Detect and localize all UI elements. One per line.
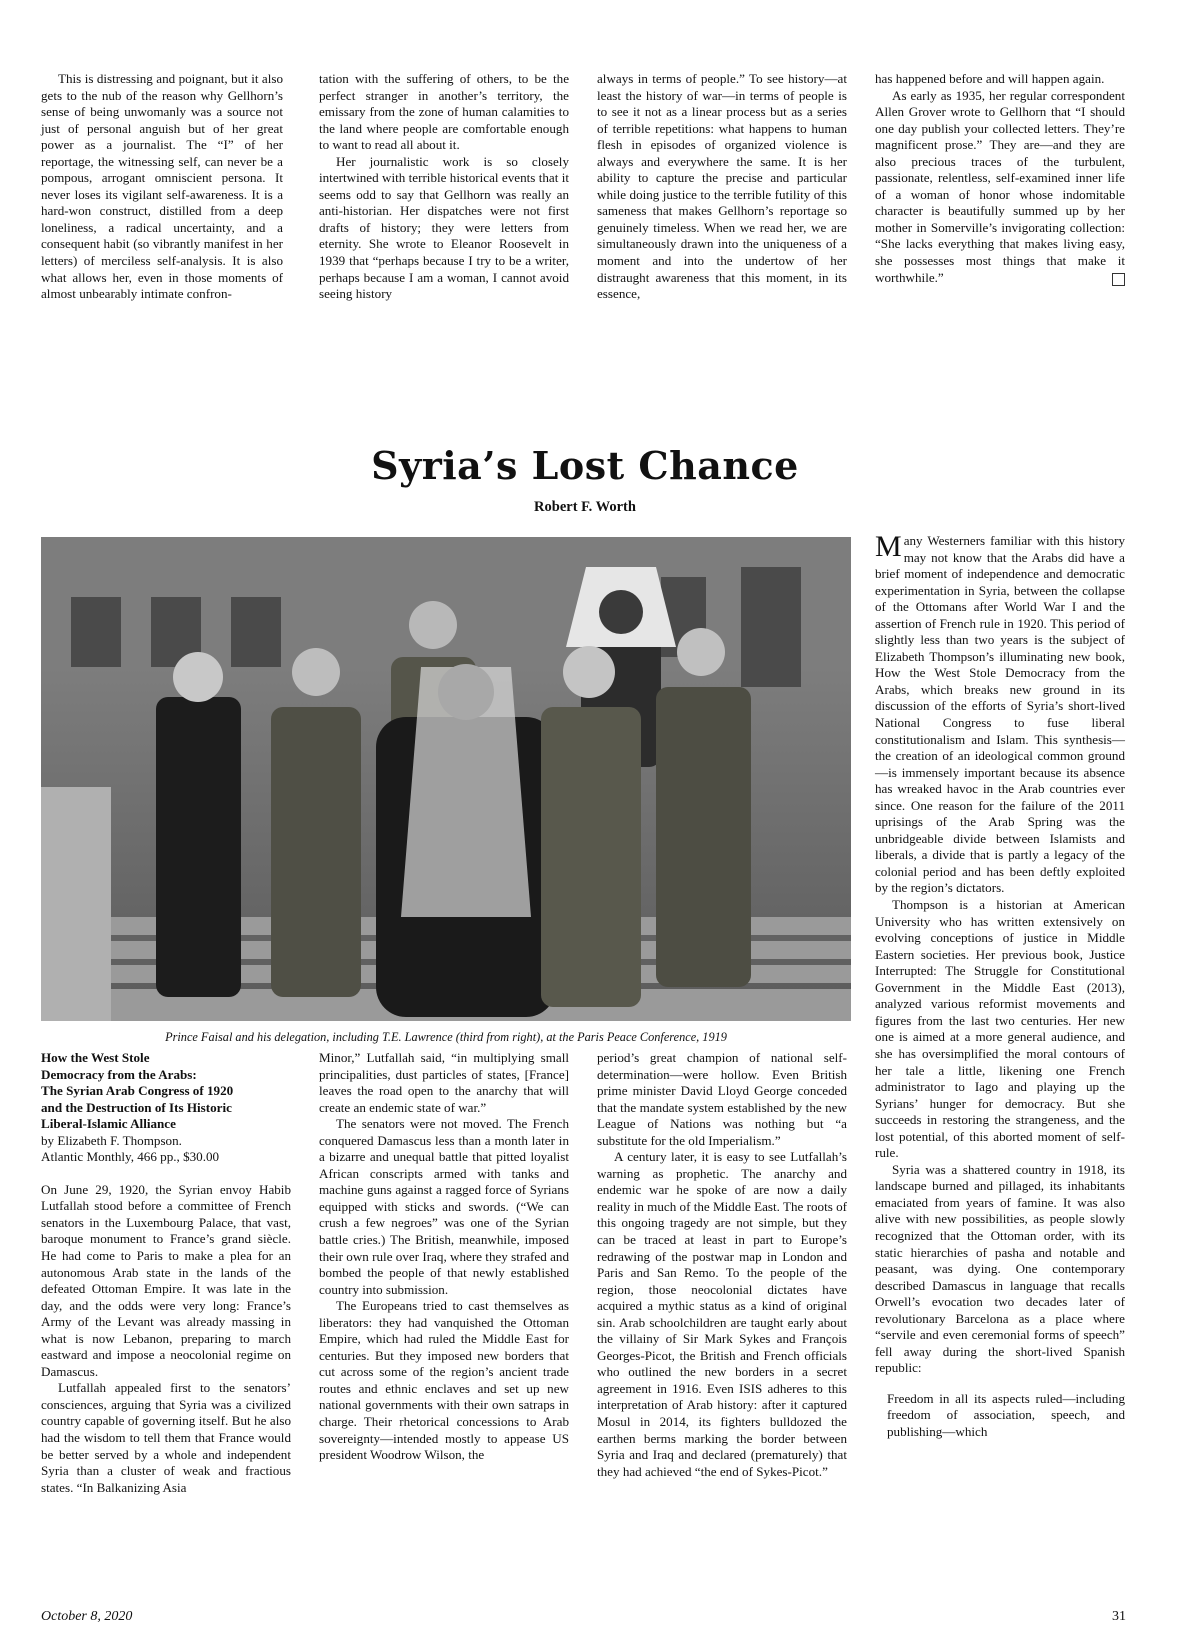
book-title-line: How the West Stole — [41, 1050, 150, 1065]
paragraph: period’s great champion of national self-determination—were hollow. Even British prime minister David Lloyd George conceded that the mandate system established by the new League of Nations was nothing but “a substitute for the old Imperialism.” — [597, 1050, 847, 1148]
book-title-line: The Syrian Arab Congress of 1920 — [41, 1083, 234, 1099]
footer-date: October 8, 2020 — [41, 1609, 133, 1624]
paragraph: Her journalistic work is so closely intertwined with terrible historical events that it seems odd to say that Gellhorn was really an anti-historian. Her dispatches were not first drafts of history; they were letters from eternity. She wrote to Eleanor Roosevelt in 1939 that “perhaps because I try to be a writer, perhaps because I am a woman, I cannot avoid seeing history — [319, 153, 569, 302]
photo-illustration — [41, 537, 851, 1021]
block-quote: Freedom in all its aspects ruled—including freedom of association, speech, and publishing—which — [887, 1390, 1125, 1439]
top-column-1 — [41, 71, 283, 303]
top-column-4 — [875, 71, 1125, 286]
paragraph-text: As early as 1935, her regular correspondent Allen Grover wrote to Gellhorn that “I should one day publish your collected letters. They’re magnificent prose.” They are—and they are also precious traces of the turbulent, passionate, relentless, self-examined inner life of a woman of honor whose indomitable character is beautifully summed up by her mother in Somerville’s invigorating collection: “She lacks everything that makes living easy, she possesses most things that make it worthwhile.” — [875, 87, 1125, 285]
article-column-4 — [875, 530, 1125, 1441]
top-column-3 — [597, 71, 847, 303]
paragraph: On June 29, 1920, the Syrian envoy Habib Lutfallah stood before a committee of French senators in the Luxembourg Palace, that vast, baroque monument to France’s grand siècle. He had come to Paris to make a plea for an autonomous Arab state in the lands of the defeated Ottoman Empire. It was late in the day, and the odds were very long: France’s Army of the Levant was already massing in what is now Lebanon, preparing to march eastward and impose a neocolonial regime on Damascus. — [41, 1181, 291, 1379]
paragraph: This is distressing and poignant, but it also gets to the nub of the reason why Gellhorn’s sense of being unwomanly was a source not just of personal anguish but of her great power as a journalist. The “I” of her reportage, the witnessing self, can never be a pompous, arrogant omniscient persona. It never loses its vigilant self-awareness. It is a hard-won construct, distilled from a deep loneliness, a radical uncertainty, and a consequent habit (so vibrantly manifest in her letters) of merciless self-analysis. It is also what allows her, even in those moments of almost unbearably intimate confron- — [41, 71, 283, 302]
page-number: 31 — [1112, 1609, 1126, 1624]
paragraph: Syria was a shattered country in 1918, its landscape burned and pillaged, its inhabitants emaciated from years of famine. It was also alive with new possibilities, as people slowly recognized that the Ottoman order, with its static hierarchies of pasha and notable and peasant, was dying. One contemporary described Damascus in language that recalls Orwell’s evocation two decades later of revolutionary Barcelona as a place where “servile and even ceremonial forms of speech” fell away during the short-lived Spanish republic: — [875, 1161, 1125, 1376]
byline: Robert F. Worth — [534, 499, 636, 515]
book-title-line: Liberal-Islamic Alliance — [41, 1116, 176, 1132]
paragraph-text: any Westerners familiar with this history may not know that the Arabs did have a brief moment of independence and democratic experimentation in Syria, between the collapse of the Ottomans after World War I and the assertion of French rule in 1920. This period of slightly less than two years is the subject of Elizabeth Thompson’s illuminating new book, How the West Stole Democracy from the Arabs, which breaks new ground in its discussion of the efforts of Syria’s short-lived National Congress to fuse liberal constitutionalism and Islam. This synthesis—the creation of an ideological common ground—is immensely important because its absence has wreaked havoc in the Arab countries ever since. One reason for the failure of the 2011 uprisings of the Arab Spring was the unbridgeable divide between Islamists and liberals, a divide that is partly a legacy of the colonial period and has been deftly exploited by the region’s dictators. — [875, 533, 1125, 896]
book-title-line: Democracy from the Arabs: — [41, 1066, 197, 1082]
paragraph: Lutfallah appealed first to the senators’ consciences, arguing that Syria was a civilized country capable of governing itself. But he also had the wisdom to tell them that France would be better served by a whole and independent Syria than a cluster of weak and fractious states. “In Balkanizing Asia — [41, 1380, 291, 1495]
top-column-2 — [319, 71, 569, 303]
photo-caption: Prince Faisal and his delegation, including T.E. Lawrence (third from right), at the Paris Peace Conference, 1919 — [165, 1030, 727, 1044]
article-column-3 — [597, 1050, 847, 1480]
article-photo — [41, 537, 851, 1021]
article-title: Syria’s Lost Chance — [371, 443, 799, 488]
paragraph: Minor,” Lutfallah said, “in multiplying small principalities, dust particles of states, [France] leaves the road open to the anarchy that will create an endemic state of war.” — [319, 1050, 569, 1115]
article-column-2 — [319, 1050, 569, 1464]
paragraph: has happened before and will happen again. — [875, 71, 1105, 86]
book-title-line: and the Destruction of Its Historic — [41, 1099, 232, 1115]
paragraph: The Europeans tried to cast themselves as liberators: they had vanquished the Ottoman Empire, which had ruled the Middle East for centuries. But they imposed new borders that cut across some of the region’s ancient trade routes and ethnic enclaves and set up new national governments with their own satraps in charge. Their rhetorical concessions to Arab sovereignty—intended mostly to appease US president Woodrow Wilson, the — [319, 1298, 569, 1463]
left-balustrade — [41, 787, 111, 1021]
book-title — [41, 1050, 291, 1133]
paragraph — [875, 530, 1125, 897]
book-author: by Elizabeth F. Thompson. — [41, 1132, 182, 1148]
paragraph: always in terms of people.” To see history—at least the history of war—in terms of people is to see it not as a linear process but as a series of terrible repetitions: what happens to human flesh in episodes of organized violence is always and everywhere the same. It is her ability to capture the precise and particular while doing justice to the terrible futility of this sameness that makes Gellhorn’s reportage so genuinely timeless. When we read her, we are simultaneously drawn into the uniqueness of a moment and into the undertow of her distraught awareness that this moment, in its essence, — [597, 71, 847, 302]
paragraph: tation with the suffering of others, to be the perfect stranger in another’s territory, the emissary from the zone of human calamities to the land where people are comfortable enough to want to read all about it. — [319, 71, 569, 153]
book-publisher: Atlantic Monthly, 466 pp., $30.00 — [41, 1149, 220, 1165]
drop-cap: M — [875, 530, 902, 563]
paragraph: Thompson is a historian at American University who has written extensively on evolving conceptions of justice in Middle Eastern societies. Her previous book, Justice Interrupted: The Struggle for Constitutional Government in the Middle East (2013), analyzed various reformist movements and figures from the last two centuries. Her new one is aimed at a more general audience, and she has oversimplified the moral contours of her tale a little, likening one French administrator to Iago and playing up the Syrians’ hunger for democracy. But she succeeds in restoring the strangeness, and the lost potential, of this aborted moment of self-rule. — [875, 897, 1125, 1161]
paragraph — [875, 88, 1125, 287]
paragraph: A century later, it is easy to see Lutfallah’s warning as prophetic. The anarchy and endemic war he spoke of are now a daily reality in much of the Middle East. The roots of this ongoing tragedy are not simple, but they can be traced at least in part to Europe’s redrawing of the postwar map in London and Paris and San Remo. To the people of the region, those neocolonial dictates have acquired a mythic status as a kind of original sin. Arab schoolchildren are taught early about the villainy of Sir Mark Sykes and François Georges-Picot, the British and French officials who outlined the new borders in a secret agreement in 1916. Even ISIS adheres to this interpretation of Arab history: after it captured Mosul in 2014, its fighters bulldozed the earthen berms marking the border between Syria and Iraq and declared (prematurely) that they had achieved “the end of Sykes-Picot.” — [597, 1149, 847, 1479]
article-column-1 — [41, 1050, 291, 1496]
paragraph: The senators were not moved. The French conquered Damascus less than a month later in a bizarre and unequal battle that pitted loyalist African conscripts armed with tanks and machine guns against a ragged force of Syrians equipped with sticks and swords. (“We can crush a few negroes” was one of the Syrian battle cries.) The British, meanwhile, imposed their own rule over Iraq, where they strafed and bombed the people of that newly established country into submission. — [319, 1116, 569, 1297]
end-mark-icon — [1112, 273, 1125, 286]
